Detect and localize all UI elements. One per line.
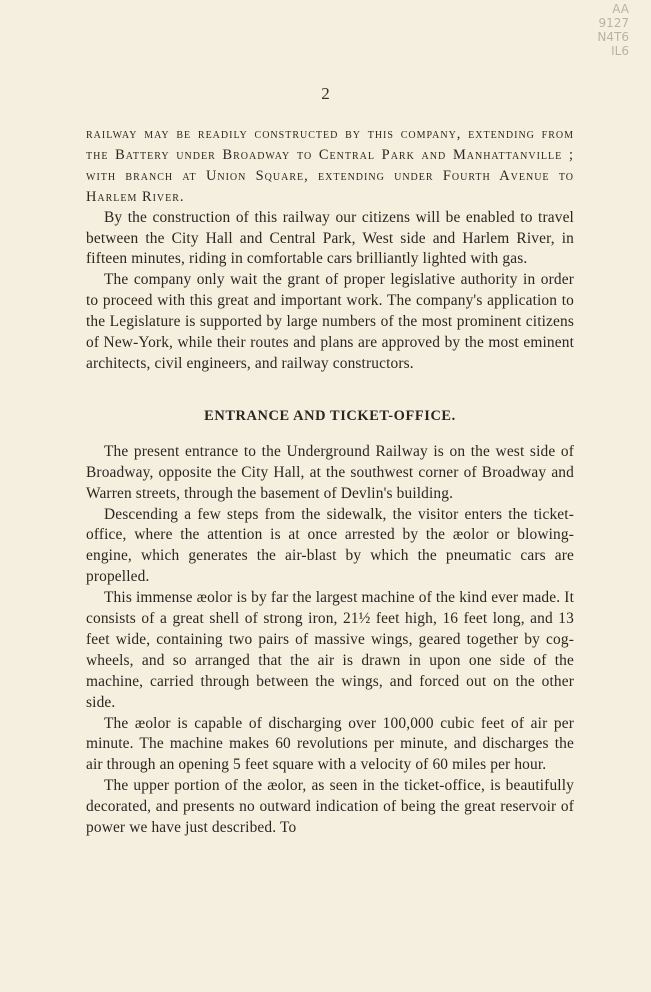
page-number: 2 — [321, 84, 330, 103]
paragraph: The æolor is capable of discharging over 100,000 cubic feet of air per minute. The machine makes 60 revolutions per minute, and discharges the air through an opening 5 feet square with a velocity of 60 miles per hour. — [86, 714, 574, 774]
shelfmark-line: IL6 — [611, 44, 629, 58]
shelfmark-line: AA — [612, 2, 629, 16]
paragraph: The upper portion of the æolor, as seen in the ticket-office, is beautifully decorated, and presents no outward indication of being the great reservoir of power we have just described. To — [86, 777, 574, 837]
paragraph: By the construction of this railway our citizens will be enabled to travel between the City Hall and Central Park, West side and Harlem River, in fifteen minutes, riding in comfortable cars brilliantly lighted with gas. — [86, 208, 574, 268]
paragraph: This immense æolor is by far the largest machine of the kind ever made. It consists of a great shell of strong iron, 21½ feet high, 16 feet long, and 13 feet wide, containing two pairs of massive wings, geared together by cog-wheels, and so arranged that the air is drawn in upon one side of the machine, carried through between the wings, and forced out on the other side. — [86, 589, 574, 711]
paragraph: The present entrance to the Underground Railway is on the west side of Broadway, opposite the City Hall, at the southwest corner of Broadway and Warren streets, through the basement of Devlin's building. — [86, 442, 574, 502]
paragraph: Descending a few steps from the sidewalk, the visitor enters the ticket-office, where the attention is at once arrested by the æolor or blowing-engine, which generates the air-blast by which the pneumatic cars are propelled. — [86, 505, 574, 586]
page-body — [86, 124, 574, 839]
shelfmark-line: N4T6 — [597, 30, 629, 44]
paragraph: The company only wait the grant of proper legislative authority in order to proceed with this great and important work. The company's application to the Legislature is supported by large numbers of the most prominent citizens of New-York, while their routes and plans are approved by the most eminent architects, civil engineers, and railway constructors. — [86, 271, 574, 372]
paragraph: railway may be readily constructed by this company, extending from the Battery under Broadway to Central Park and Manhattanville ; with branch at Union Square, extending under Fourth Avenue to Harlem River. — [86, 126, 574, 205]
section-heading: ENTRANCE AND TICKET-OFFICE. — [204, 407, 456, 424]
shelfmark-line: 9127 — [598, 16, 629, 30]
library-shelfmark — [597, 2, 629, 58]
